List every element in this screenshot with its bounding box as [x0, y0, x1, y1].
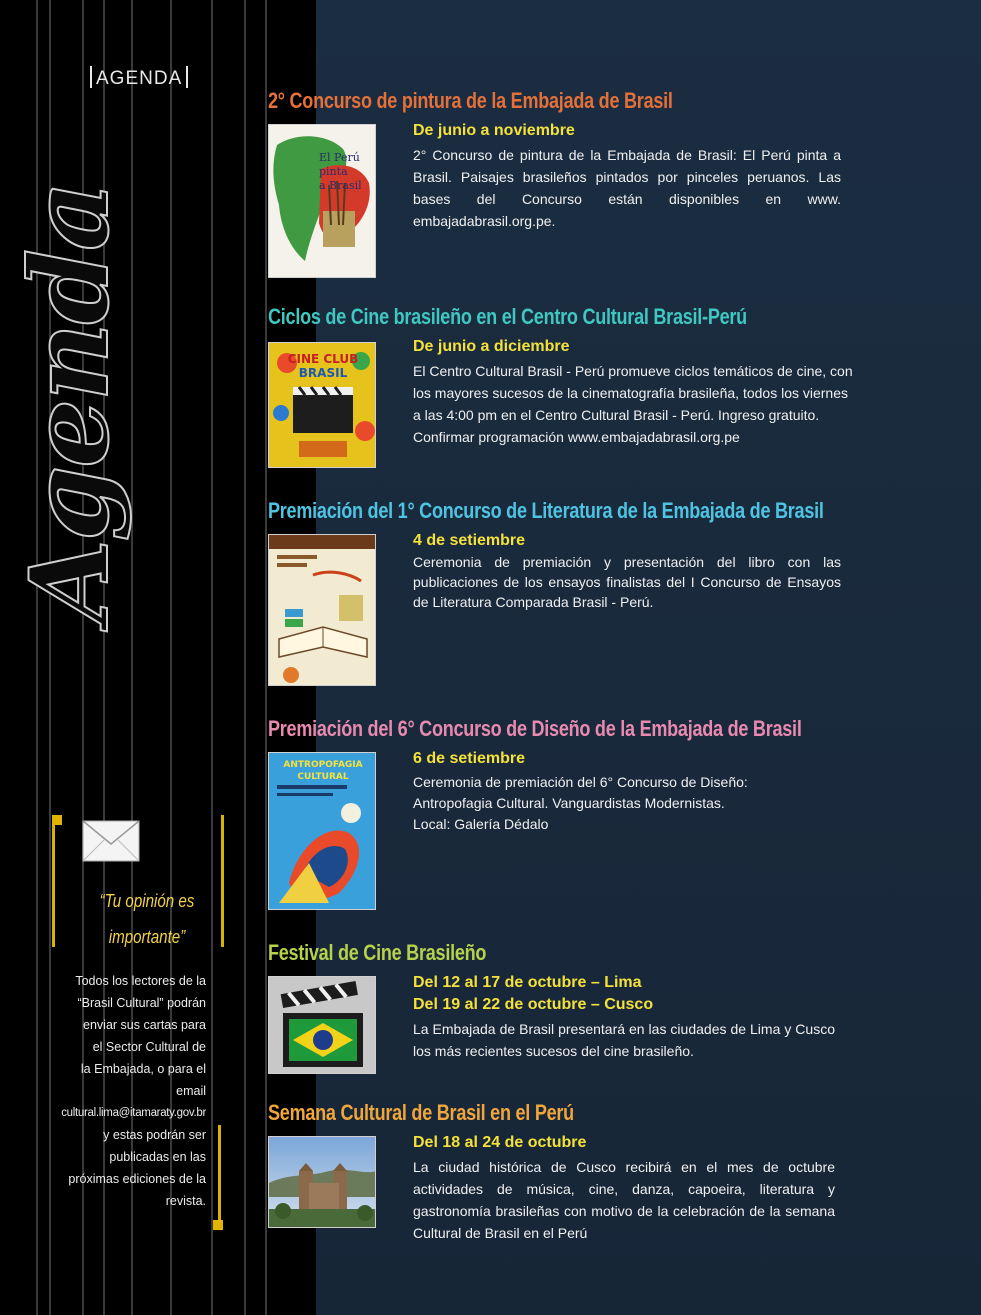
svg-text:CULTURAL: CULTURAL [297, 772, 349, 782]
section-title: Premiación del 6° Concurso de Diseño de la Embajada de Brasil [268, 716, 802, 741]
readers-note-line: publicadas en las [109, 1150, 206, 1164]
cusco-photo [268, 1136, 376, 1228]
corner-marker [213, 1220, 223, 1230]
svg-text:CINE CLUB: CINE CLUB [287, 352, 359, 366]
event-description: La ciudad histórica de Cusco recibirá en el mes de octubre actividades de música, cine, danza, capoeira, literatura y gastronomía brasileñas con motivo de la celebración de la semana Cultural de Brasil en el Perú [413, 1159, 835, 1241]
readers-note-line: “Brasil Cultural” podrán [77, 996, 206, 1010]
readers-note-line: la Embajada, o para el [80, 1062, 206, 1076]
section-title: Semana Cultural de Brasil en el Perú [268, 1100, 574, 1125]
event-description-line: Antropofagia Cultural. Vanguardistas Modernistas. [413, 795, 725, 811]
svg-text:BRASIL: BRASIL [298, 366, 348, 380]
event-description-line: Ceremonia de premiación del 6° Concurso de Diseño: [413, 774, 748, 790]
email-address[interactable]: cultural.lima@itamaraty.gov.br [61, 1107, 206, 1119]
agenda-item-semana-cultural [268, 1100, 848, 1250]
svg-text:pinta: pinta [319, 165, 348, 178]
svg-text:El Perú: El Perú [319, 151, 360, 164]
event-note: Confirmar programación www.embajadabrasil.org.pe [413, 429, 740, 445]
readers-note-line: el Sector Cultural de [92, 1040, 206, 1054]
readers-note-line: revista. [165, 1194, 206, 1208]
clapperboard-icon [269, 977, 376, 1074]
readers-note-line: email [176, 1084, 206, 1098]
poster-art [269, 125, 376, 278]
cathedral-image [269, 1137, 376, 1228]
decorative-agenda-word: Agenda [7, 182, 133, 623]
divider [90, 66, 92, 88]
event-date: 4 de setiembre [413, 532, 526, 549]
envelope-icon [82, 820, 140, 862]
event-date: De junio a noviembre [413, 122, 575, 139]
agenda-item-literatura [268, 498, 848, 688]
event-date: Del 19 al 22 de octubre – Cusco [413, 996, 654, 1013]
poster-image [268, 534, 376, 686]
clapperboard-image [268, 976, 376, 1074]
divider [186, 66, 188, 88]
stripe [211, 0, 213, 1315]
agenda-item-cine-club [268, 304, 853, 474]
readers-note [50, 970, 206, 1212]
event-description [413, 772, 841, 835]
agenda-item-pintura [268, 88, 848, 283]
frame-line [221, 815, 224, 947]
frame-line [52, 815, 55, 947]
readers-note-line: próximas ediciones de la [68, 1172, 206, 1186]
agenda-item-diseno [268, 716, 848, 911]
opinion-heading [84, 883, 210, 955]
readers-note-line: Todos los lectores de la [75, 974, 206, 988]
section-title: Ciclos de Cine brasileño en el Centro Cultural Brasil-Perú [268, 304, 747, 329]
opinion-box [52, 815, 224, 947]
event-date: Del 18 al 24 de octubre [413, 1134, 587, 1151]
event-description [413, 360, 853, 448]
agenda-tag [86, 66, 192, 90]
poster-art [269, 753, 376, 910]
event-description-line: Local: Galería Dédalo [413, 816, 549, 832]
readers-note-line: y estas podrán ser [103, 1128, 206, 1142]
event-description: La Embajada de Brasil presentará en las ciudades de Lima y Cusco los más recientes sucesos del cine brasileño. [413, 1021, 835, 1059]
frame-line [218, 1125, 221, 1225]
opinion-heading-line: “Tu opinión es [99, 891, 195, 911]
section-title: Premiación del 1° Concurso de Literatura de la Embajada de Brasil [268, 498, 824, 523]
section-title: Festival de Cine Brasileño [268, 940, 487, 965]
agenda-tag-label: AGENDA [96, 68, 183, 89]
event-date: 6 de setiembre [413, 750, 526, 767]
stripe [244, 0, 246, 1315]
poster-art [269, 535, 376, 686]
svg-text:a Brasil: a Brasil [319, 179, 362, 192]
opinion-heading-line: importante” [108, 927, 186, 947]
event-description-text: El Centro Cultural Brasil - Perú promueve ciclos temáticos de cine, con los mayores sucesos de la cinematografía brasileña, todos los viernes a las 4:00 pm en el Centro Cultural Brasil - Perú. Ingreso gratuito. [413, 363, 853, 423]
section-title: 2° Concurso de pintura de la Embajada de Brasil [268, 88, 673, 113]
readers-note-line: enviar sus cartas para [83, 1018, 206, 1032]
poster-art [269, 343, 376, 468]
poster-image [268, 752, 376, 910]
agenda-item-festival-cine [268, 940, 848, 1075]
event-date: Del 12 al 17 de octubre – Lima [413, 974, 642, 991]
poster-image [268, 342, 376, 468]
event-description: 2° Concurso de pintura de la Embajada de Brasil: El Perú pinta a Brasil. Paisajes brasileños pintados por pinceles peruanos. Las bases del Concurso están disponibles en www. embajadabrasil.org.pe. [413, 147, 841, 229]
poster-image [268, 124, 376, 278]
svg-text:ANTROPOFAGIA: ANTROPOFAGIA [283, 760, 363, 770]
event-date: De junio a diciembre [413, 338, 570, 355]
corner-marker [52, 815, 62, 825]
stripe [265, 0, 267, 1315]
event-description: Ceremonia de premiación y presentación del libro con las publicaciones de los ensayos finalistas del I Concurso de Ensayos de Literatura Comparada Brasil - Perú. [413, 554, 841, 610]
